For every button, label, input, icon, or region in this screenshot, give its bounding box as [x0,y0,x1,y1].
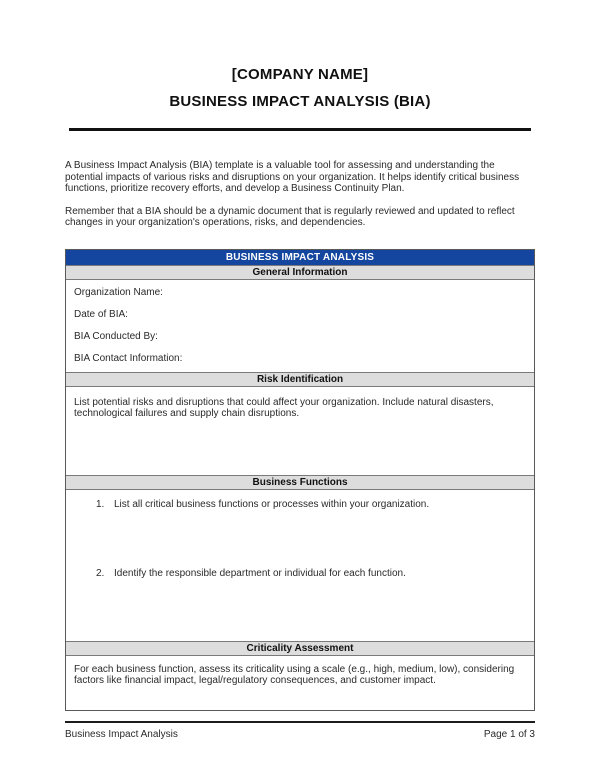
intro-paragraph-1: A Business Impact Analysis (BIA) template is a valuable tool for assessing and understanding the potential impacts of various risks and disruptions on your organization. It helps identify critical business functions, prioritize recovery efforts, and develop a Business Continuity Plan. [65,160,520,194]
list-item-number: 1. [96,498,105,510]
document-title: BUSINESS IMPACT ANALYSIS (BIA) [169,93,431,110]
section-header-business-functions: Business Functions [66,475,534,490]
risk-identification-section [66,387,534,475]
title-divider [69,128,531,131]
bia-table [65,249,535,711]
list-item [74,499,526,511]
criticality-assessment-text: For each business function, assess its criticality using a scale (e.g., high, medium, low), considering factors like financial impact, legal/regulatory consequences, and customer impact. [74,663,515,686]
field-bia-contact-information: BIA Contact Information: [74,352,183,364]
general-information-section [66,280,534,372]
intro-section [65,160,535,229]
footer-document-title: Business Impact Analysis [65,728,178,740]
field-date-of-bia: Date of BIA: [74,308,128,320]
section-header-criticality-assessment: Criticality Assessment [66,641,534,656]
footer-divider [65,721,535,723]
list-item-text: List all critical business functions or processes within your organization. [114,498,430,510]
table-header-bar: BUSINESS IMPACT ANALYSIS [66,250,534,265]
field-organization-name: Organization Name: [74,286,163,298]
intro-paragraph-2: Remember that a BIA should be a dynamic document that is regularly reviewed and updated to reflect changes in your organization's operations, risks, and dependencies. [65,205,515,228]
company-name-title: [COMPANY NAME] [231,66,369,83]
list-item [74,568,526,580]
list-item-number: 2. [96,568,105,579]
section-header-risk-identification: Risk Identification [66,372,534,387]
footer-page-number: Page 1 of 3 [483,728,535,740]
list-item-text: Identify the responsible department or individual for each function. [114,568,406,579]
page-footer [65,729,535,740]
field-bia-conducted-by: BIA Conducted By: [74,330,158,342]
risk-identification-text: List potential risks and disruptions that could affect your organization. Include natural disasters, technological failures and supply chain disruptions. [74,396,494,419]
business-functions-section [66,499,534,641]
section-header-general-information: General Information [66,265,534,280]
criticality-assessment-section [66,656,534,710]
